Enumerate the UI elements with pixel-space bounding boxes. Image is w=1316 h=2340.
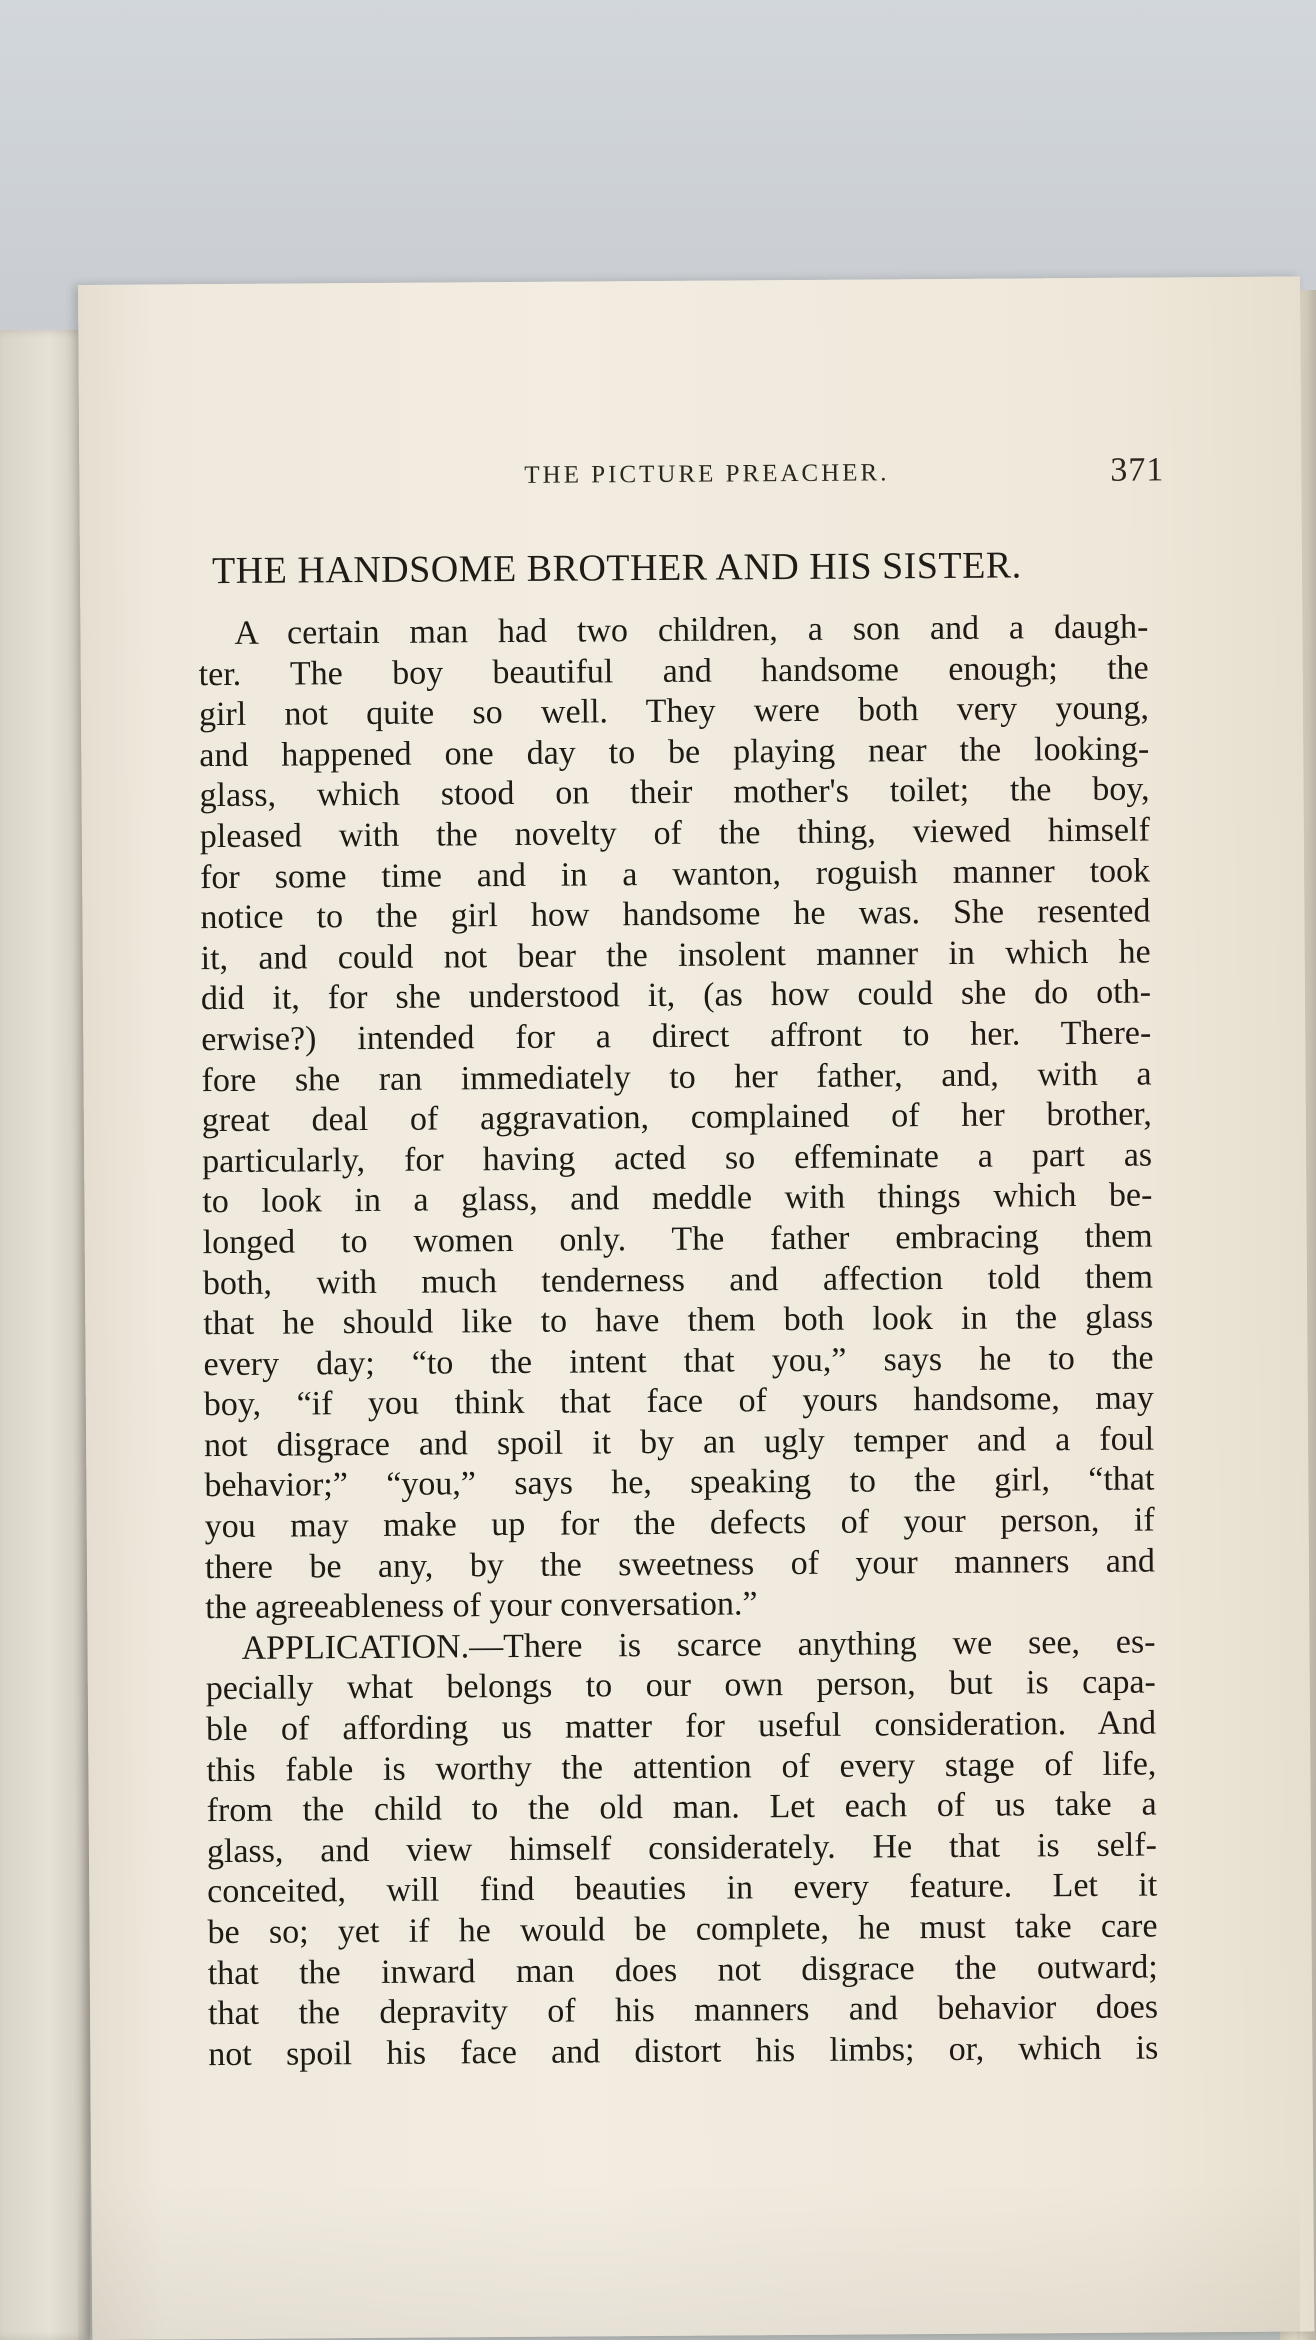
story-heading: THE HANDSOME BROTHER AND HIS SISTER. bbox=[211, 544, 1022, 593]
text-line: you may make up for the defects of your person, if bbox=[204, 1501, 1155, 1546]
text-line: the agreeableness of your conversation.” bbox=[205, 1585, 758, 1627]
story-body bbox=[198, 608, 1158, 2076]
text-line: it, and could not bear the insolent manner in which he bbox=[200, 933, 1151, 977]
text-line: fore she ran immediately to her father, and, with a bbox=[201, 1055, 1152, 1099]
text-line: girl not quite so well. They were both very young, bbox=[198, 689, 1150, 734]
text-line: A certain man had two children, a son and a daugh- bbox=[234, 608, 1149, 652]
text-line: this fable is worthy the attention of every stage of life, bbox=[206, 1745, 1157, 1789]
application-line: APPLICATION.—There is scarce anything we see, es- bbox=[241, 1623, 1156, 1667]
text-line: for some time and in a wanton, roguish manner took bbox=[200, 852, 1151, 896]
text-line: did it, for she understood it, (as how could she do oth- bbox=[200, 973, 1152, 1018]
running-head bbox=[444, 451, 1165, 489]
text-line: ter. The boy beautiful and handsome enough; the bbox=[198, 649, 1149, 693]
text-line: notice to the girl how handsome he was. She resented bbox=[200, 892, 1151, 937]
text-line: great deal of aggravation, complained of her brother, bbox=[201, 1095, 1152, 1140]
text-line: there be any, by the sweetness of your manners and bbox=[204, 1542, 1156, 1586]
text-line: to look in a glass, and meddle with things which be- bbox=[202, 1176, 1153, 1221]
running-head-title: THE PICTURE PREACHER. bbox=[524, 459, 890, 489]
text-line: conceited, will find beauties in every feature. Let it bbox=[207, 1866, 1158, 1911]
text-line: erwise?) intended for a direct affront to her. There- bbox=[201, 1014, 1152, 1059]
text-line: glass, and view himself considerately. He that is self- bbox=[206, 1826, 1158, 1870]
text-line: ble of affording us matter for useful consideration. And bbox=[205, 1704, 1157, 1749]
page-number: 371 bbox=[1110, 451, 1165, 489]
page-bottom-shade bbox=[78, 2180, 1300, 2340]
text-line: glass, which stood on their mother's toilet; the boy, bbox=[199, 770, 1150, 815]
text-line: behavior;” “you,” says he, speaking to the girl, “that bbox=[204, 1460, 1155, 1505]
text-line: pecially what belongs to our own person, but is capa- bbox=[205, 1663, 1156, 1708]
text-line: be so; yet if he would be complete, he must take care bbox=[207, 1907, 1158, 1952]
text-line: that the depravity of his manners and behavior does bbox=[207, 1988, 1159, 2033]
text-line: that the inward man does not disgrace the outward; bbox=[207, 1948, 1158, 1992]
left-page-edge bbox=[0, 330, 90, 2340]
text-line: every day; “to the intent that you,” says he to the bbox=[203, 1339, 1154, 1383]
text-line: from the child to the old man. Let each of us take a bbox=[206, 1785, 1157, 1830]
text-line: and happened one day to be playing near the looking- bbox=[199, 730, 1150, 774]
text-line: not disgrace and spoil it by an ugly temper and a foul bbox=[203, 1420, 1155, 1465]
text-line: longed to women only. The father embracing them bbox=[202, 1217, 1153, 1262]
text-line: that he should like to have them both look in the glass bbox=[203, 1298, 1154, 1343]
text-line: not spoil his face and distort his limbs; or, which is bbox=[208, 2029, 1159, 2073]
book-page bbox=[78, 276, 1314, 2339]
text-line: particularly, for having acted so effeminate a part as bbox=[201, 1136, 1153, 1180]
text-line: both, with much tenderness and affection told them bbox=[202, 1258, 1154, 1302]
text-line: boy, “if you think that face of yours handsome, may bbox=[203, 1379, 1154, 1424]
text-line: pleased with the novelty of the thing, viewed himself bbox=[199, 811, 1150, 856]
